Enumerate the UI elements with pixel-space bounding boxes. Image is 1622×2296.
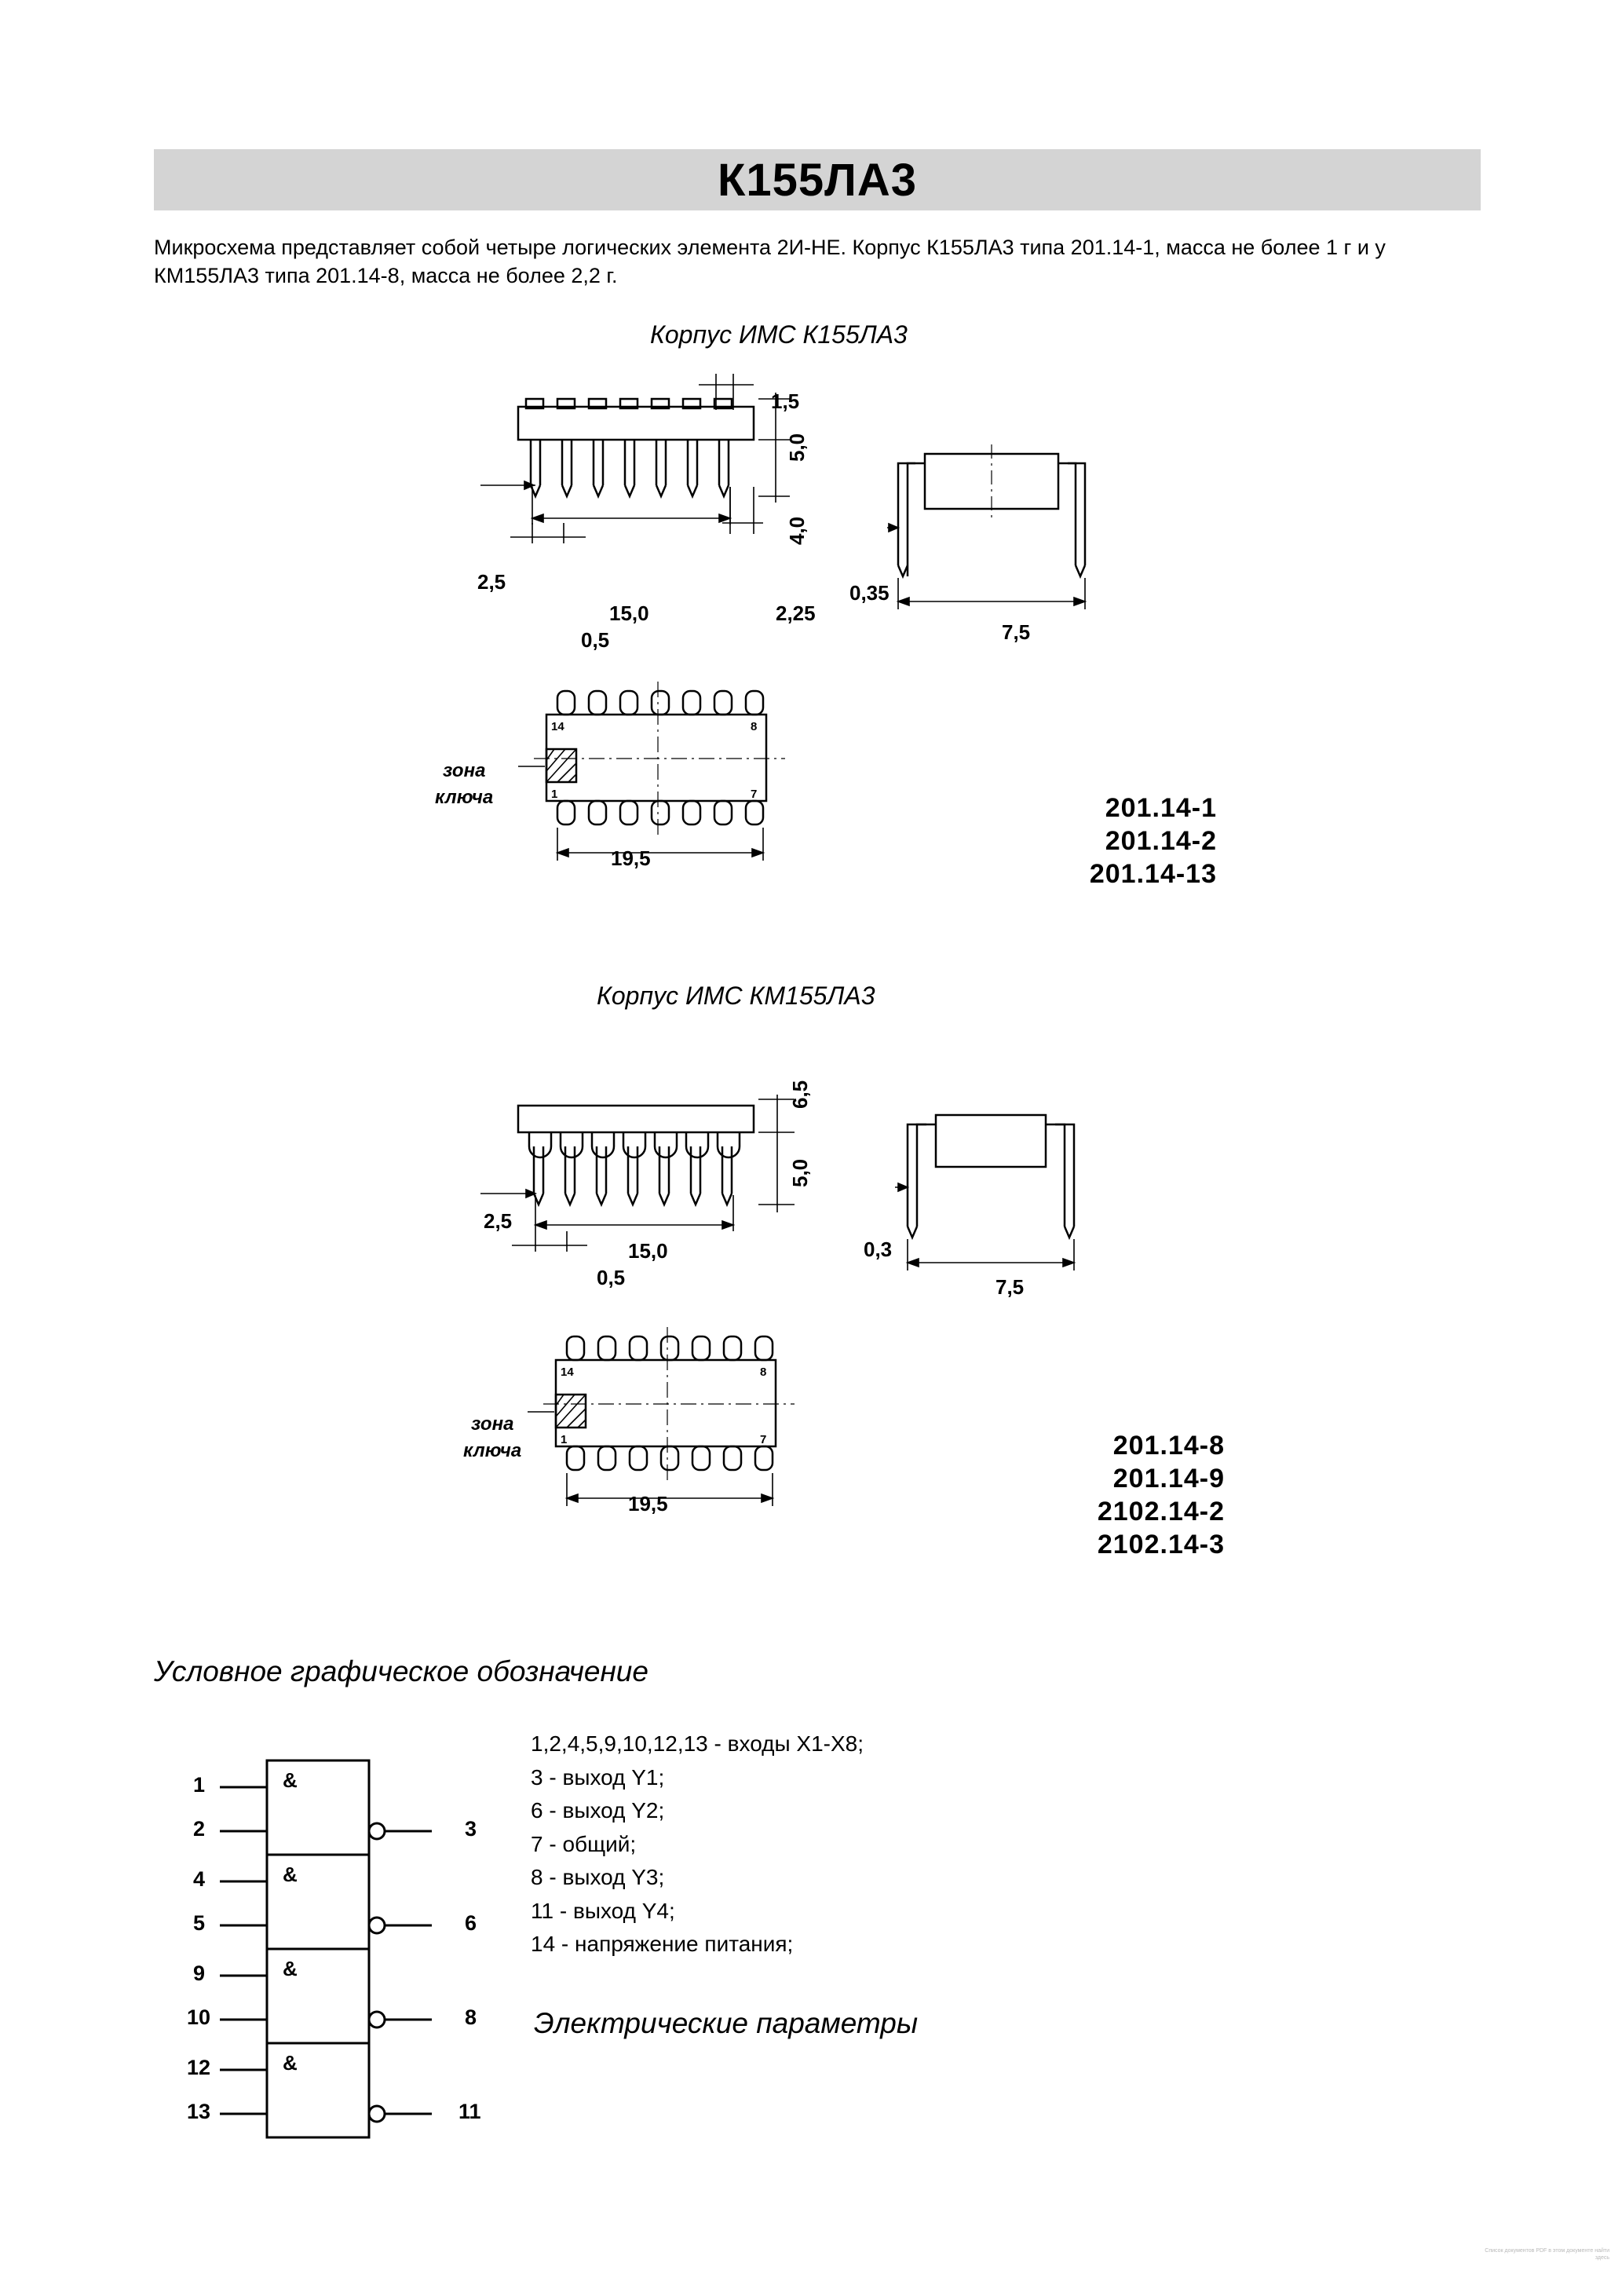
- p1-dim-5-0: 5,0: [785, 433, 809, 462]
- p1-dim-4-0: 4,0: [785, 516, 809, 545]
- svg-text:1: 1: [551, 788, 558, 801]
- p1-dim-2-5: 2,5: [477, 570, 506, 594]
- package2-top-view-drawing: [528, 1319, 889, 1539]
- p1-dim-19-5: 19,5: [611, 846, 651, 870]
- svg-text:&: &: [283, 1768, 298, 1792]
- p1-dim-0-5: 0,5: [581, 628, 610, 652]
- symbol-input-13: 13: [187, 2100, 211, 2123]
- package1-code-0: 201.14-1: [1105, 793, 1217, 823]
- pin-description-item: 11 - выход Y4;: [531, 1898, 675, 1923]
- svg-text:7: 7: [760, 1433, 767, 1446]
- symbol-input-9: 9: [193, 1961, 206, 1985]
- p1-dim-7-5: 7,5: [1002, 620, 1031, 644]
- symbol-input-10: 10: [187, 2005, 211, 2029]
- p2-key-zone-line2: ключа: [463, 1440, 522, 1461]
- section-heading-parameters: Электрические параметры: [534, 2007, 919, 2039]
- p2-dim-0-5: 0,5: [597, 1266, 626, 1289]
- pin-description-item: 8 - выход Y3;: [531, 1865, 665, 1890]
- symbol-output-11: 11: [458, 2100, 481, 2123]
- p2-dim-2-5: 2,5: [484, 1209, 513, 1233]
- package1-top-view-drawing: [518, 674, 879, 894]
- svg-text:14: 14: [551, 720, 564, 733]
- symbol-output-6: 6: [465, 1911, 477, 1935]
- svg-text:7: 7: [751, 788, 758, 801]
- section-heading-symbol: Условное графическое обозначение: [154, 1655, 648, 1687]
- pin-description-list: [531, 1727, 1080, 1961]
- section-heading-package2: Корпус ИМС КМ155ЛА3: [597, 982, 875, 1010]
- symbol-output-8: 8: [465, 2005, 477, 2029]
- intro-paragraph: Микросхема представляет собой четыре логических элемента 2И-НЕ. Корпус К155ЛА3 типа 201.14-1, масса не более 1 г и у КМ155ЛА3 типа 201.14-8, масса не более 2,2 г.: [154, 236, 1386, 287]
- section-heading-package1: Корпус ИМС К155ЛА3: [650, 320, 908, 349]
- pin-description-item: 7 - общий;: [531, 1831, 637, 1856]
- p2-key-zone-line1: зона: [471, 1413, 514, 1435]
- symbol-output-3: 3: [465, 1817, 477, 1841]
- footer-note: Список документов PDF в этом документе найти здесь: [1485, 2248, 1609, 2261]
- svg-text:14: 14: [561, 1366, 574, 1379]
- package2-code-2: 2102.14-2: [1097, 1497, 1225, 1527]
- symbol-input-4: 4: [193, 1867, 206, 1891]
- p1-dim-1-5: 1,5: [771, 389, 800, 413]
- svg-text:8: 8: [751, 720, 758, 733]
- symbol-input-1: 1: [193, 1773, 206, 1797]
- p2-dim-7-5: 7,5: [995, 1275, 1025, 1299]
- symbol-input-2: 2: [193, 1817, 206, 1841]
- p2-dim-19-5: 19,5: [628, 1492, 668, 1515]
- p1-dim-2-25: 2,25: [776, 601, 816, 625]
- page-title-bar: [154, 149, 1481, 210]
- package1-code-1: 201.14-2: [1105, 826, 1217, 857]
- package2-code-0: 201.14-8: [1112, 1431, 1225, 1461]
- package1-type-codes: [1028, 792, 1217, 890]
- p2-dim-0-3: 0,3: [864, 1238, 893, 1261]
- package1-end-view-drawing: [887, 440, 1123, 636]
- p2-dim-15-0: 15,0: [628, 1239, 668, 1263]
- svg-text:8: 8: [760, 1366, 767, 1379]
- package2-code-3: 2102.14-3: [1097, 1530, 1225, 1560]
- package2-type-codes: [966, 1429, 1225, 1562]
- package1-code-2: 201.14-13: [1089, 859, 1217, 890]
- svg-text:&: &: [283, 1863, 298, 1886]
- pin-description-item: 3 - выход Y1;: [531, 1764, 665, 1790]
- package2-end-view-drawing: [895, 1099, 1131, 1303]
- p1-key-zone-line1: зона: [443, 760, 486, 781]
- svg-text:1: 1: [561, 1433, 568, 1446]
- pin-description-item: 14 - напряжение питания;: [531, 1932, 794, 1957]
- p1-key-zone-line2: ключа: [435, 787, 494, 808]
- svg-text:&: &: [283, 1957, 298, 1980]
- p1-dim-0-35: 0,35: [849, 581, 890, 605]
- p2-dim-5-0: 5,0: [788, 1158, 812, 1187]
- pin-description-item: 6 - выход Y2;: [531, 1798, 665, 1823]
- p1-dim-15-0: 15,0: [609, 601, 649, 625]
- symbol-input-5: 5: [193, 1911, 206, 1935]
- svg-text:&: &: [283, 2051, 298, 2075]
- page-title: К155ЛА3: [717, 154, 917, 206]
- package2-code-1: 201.14-9: [1112, 1464, 1225, 1494]
- symbol-input-12: 12: [187, 2056, 211, 2079]
- pin-description-item: 1,2,4,5,9,10,12,13 - входы X1-X8;: [531, 1731, 864, 1756]
- p2-dim-6-5: 6,5: [788, 1080, 812, 1109]
